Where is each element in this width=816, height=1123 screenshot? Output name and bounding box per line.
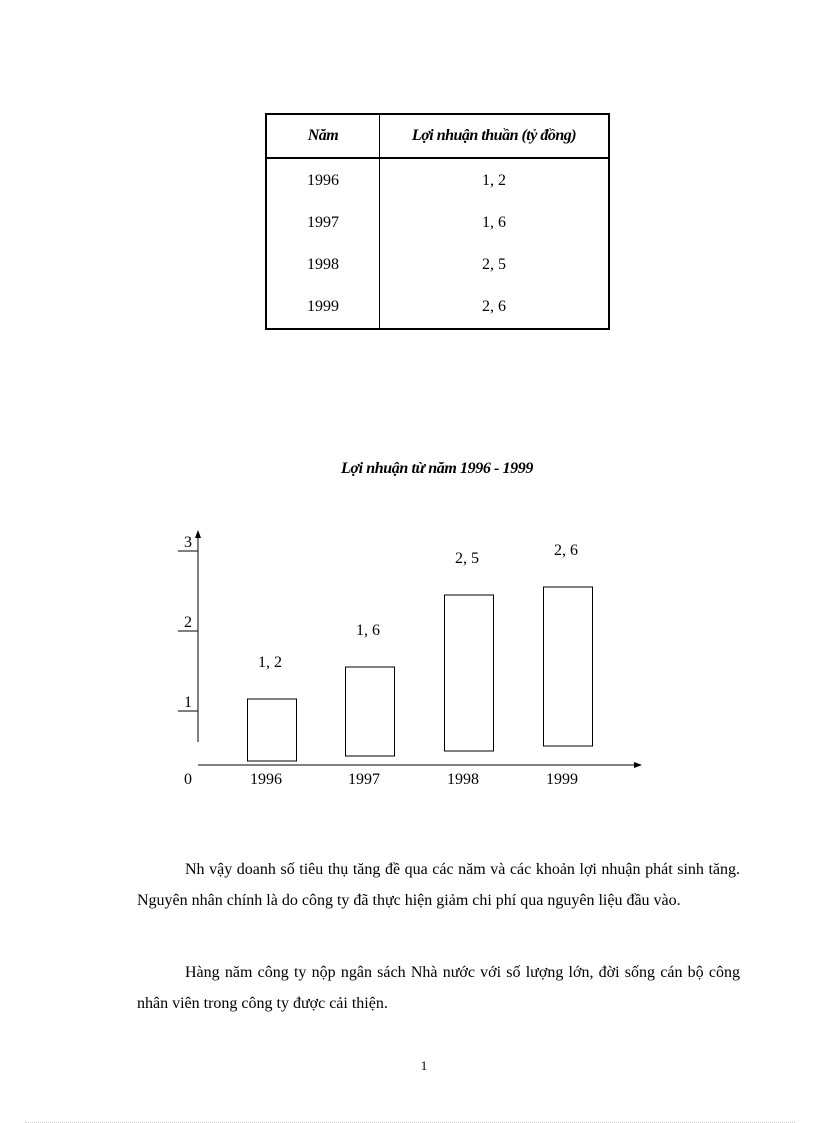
- cell-profit: 2, 5: [482, 256, 506, 273]
- table-header-row: [266, 114, 609, 158]
- x-tick-label: 1996: [250, 771, 282, 788]
- cell-year: 1998: [266, 244, 380, 286]
- profit-bar-chart: [0, 520, 816, 810]
- header-profit: Lợi nhuận thuần (tỷ đồng): [380, 114, 610, 158]
- y-axis-arrow: [195, 530, 201, 538]
- chart-title: Lợi nhuận từ năm 1996 - 1999: [341, 460, 533, 477]
- bar: [544, 587, 593, 746]
- bar: [248, 699, 297, 761]
- bar: [346, 667, 395, 756]
- bar-value-label: 1, 6: [356, 622, 380, 639]
- cell-year: 1997: [266, 202, 380, 244]
- table-row: [266, 202, 609, 244]
- table-row: [266, 158, 609, 202]
- cell-profit: 2, 6: [482, 298, 506, 315]
- cell-year: 1999: [266, 286, 380, 329]
- profit-table: [265, 113, 610, 330]
- cell-year: 1996: [266, 158, 380, 202]
- page-number: 1: [420, 1058, 428, 1073]
- bar-value-label: 2, 6: [554, 542, 578, 559]
- cell-profit: 1, 6: [482, 214, 506, 231]
- y-tick-label: 1: [184, 694, 192, 711]
- origin-label: 0: [184, 771, 192, 788]
- bar-value-label: 1, 2: [258, 654, 282, 671]
- cell-profit: 1, 2: [482, 172, 506, 189]
- profit-table-container: [265, 113, 610, 318]
- x-axis-arrow: [634, 762, 642, 768]
- paragraph-2: Hàng năm công ty nộp ngân sách Nhà nước với số lượng lớn, đời sống cán bộ công nhân viên trong công ty được cải thiện.: [137, 964, 740, 1012]
- y-tick-label: 2: [184, 614, 192, 631]
- x-tick-label: 1998: [447, 771, 479, 788]
- table-row: [266, 244, 609, 286]
- header-year: Năm: [266, 114, 380, 158]
- x-tick-label: 1999: [546, 771, 578, 788]
- bar-value-label: 2, 5: [455, 550, 479, 567]
- x-tick-label: 1997: [348, 771, 380, 788]
- table-row: [266, 286, 609, 329]
- y-tick-label: 3: [184, 534, 192, 551]
- paragraph-1: Nh vậy doanh số tiêu thụ tăng đề qua các năm và các khoản lợi nhuận phát sinh tăng. Nguyên nhân chính là do công ty đã thực hiện giảm chi phí qua nguyên liệu đầu vào.: [137, 861, 740, 909]
- bar: [445, 595, 494, 751]
